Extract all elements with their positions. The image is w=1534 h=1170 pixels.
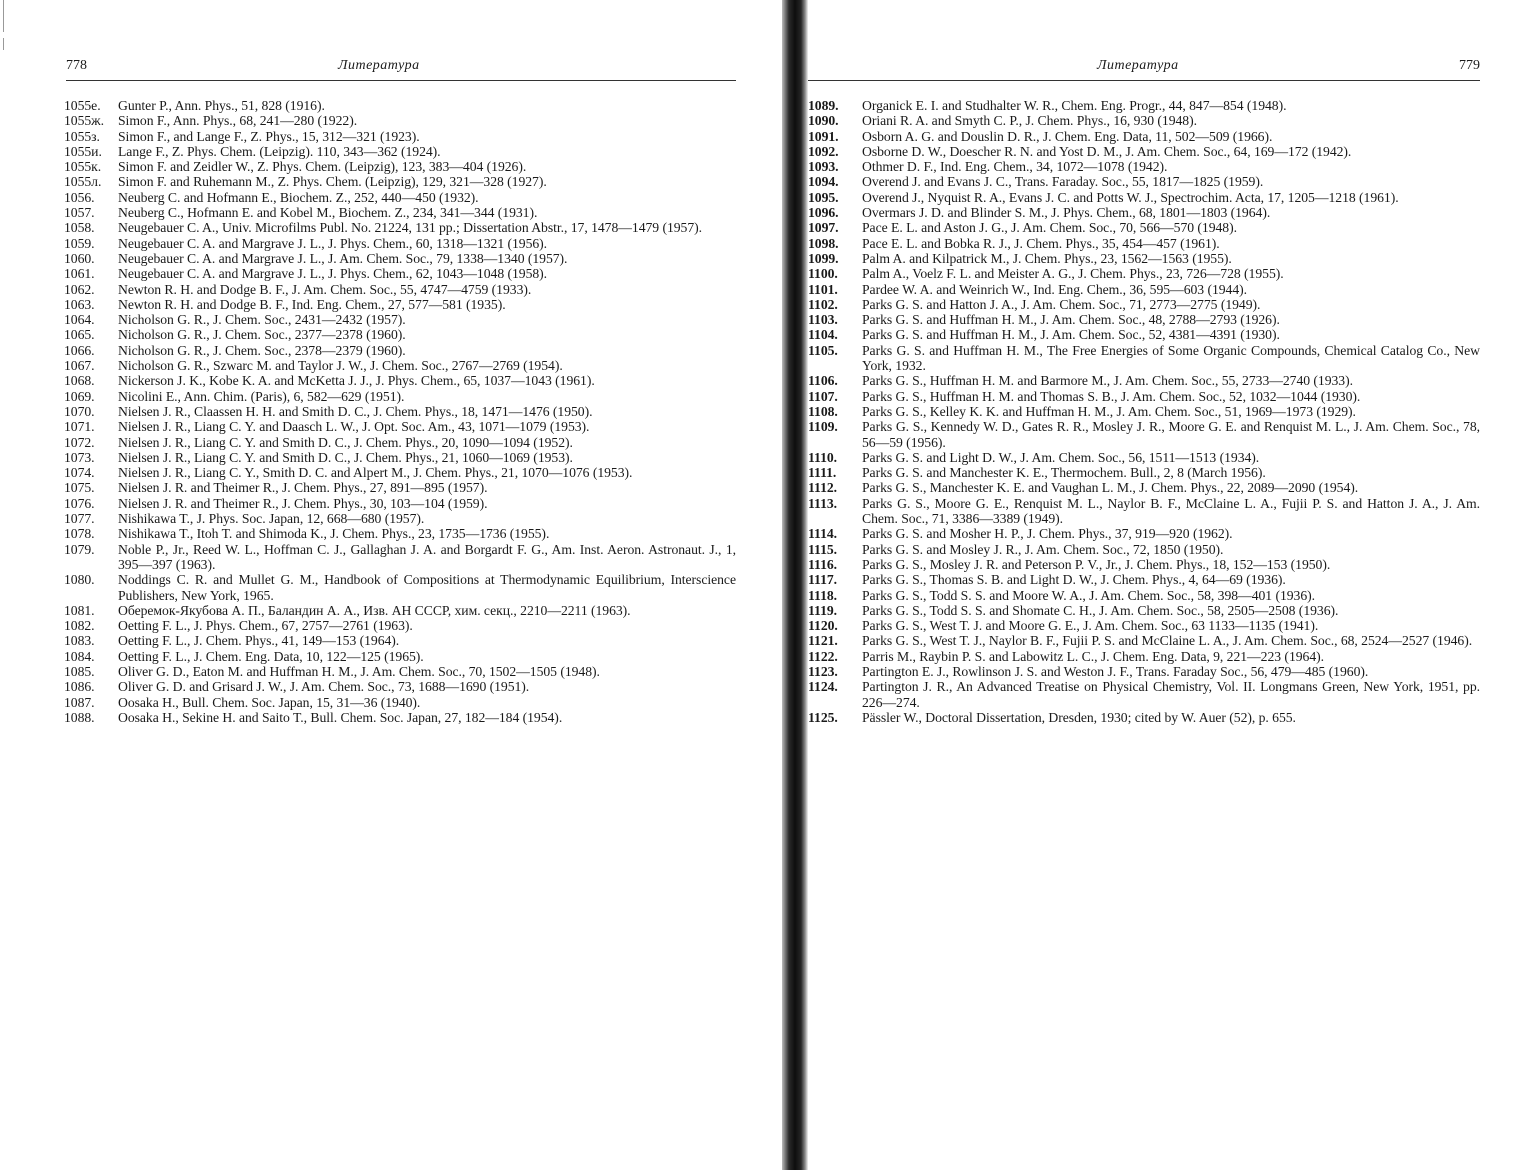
reference-text: Parks G. S., Kennedy W. D., Gates R. R., Mosley J. R., Moore G. E. and Renquist M. L., J. Am. Chem. Soc., 78, 56—59 (1956). (862, 419, 1480, 450)
reference-text: Parks G. S. and Huffman H. M., J. Am. Chem. Soc., 48, 2788—2793 (1926). (862, 312, 1280, 328)
reference-number: 1067. (64, 358, 95, 374)
right-page-title: Литература (1097, 58, 1179, 73)
reference-number: 1107. (808, 388, 838, 404)
reference-number: 1069. (64, 388, 95, 404)
reference-text: Osborn A. G. and Douslin D. R., J. Chem. Eng. Data, 11, 502—509 (1966). (862, 128, 1273, 144)
reference-entry (64, 129, 736, 144)
reference-number: 1070. (64, 403, 95, 419)
reference-entry (808, 327, 1480, 342)
reference-entry (64, 480, 736, 495)
reference-entry (64, 343, 736, 358)
reference-number: 1061. (64, 266, 95, 282)
right-page (800, 0, 1534, 1170)
reference-number: 1091. (808, 128, 839, 144)
reference-text: Parks G. S., West T. J. and Moore G. E., J. Am. Chem. Soc., 63 1133—1135 (1941). (862, 618, 1319, 634)
reference-number: 1096. (808, 205, 839, 221)
reference-entry (64, 327, 736, 342)
reference-number: 1055з. (64, 128, 100, 144)
reference-text: Оберемок-Якубова А. П., Баландин А. А., Изв. АН СССР, хим. секц., 2210—2211 (1963). (118, 602, 631, 618)
reference-text: Osborne D. W., Doescher R. N. and Yost D. M., J. Am. Chem. Soc., 64, 169—172 (1942). (862, 143, 1352, 159)
reference-number: 1074. (64, 465, 95, 481)
reference-entry (64, 603, 736, 618)
reference-entry (64, 98, 736, 113)
reference-entry (808, 588, 1480, 603)
reference-number: 1117. (808, 572, 838, 588)
reference-number: 1122. (808, 648, 838, 664)
reference-text: Neugebauer C. A., Univ. Microfilms Publ. No. 21224, 131 pp.; Dissertation Abstr., 17, 1478—1479 (1957). (118, 220, 703, 236)
reference-entry (64, 174, 736, 189)
reference-text: Parks G. S. and Mosher H. P., J. Chem. Phys., 37, 919—920 (1962). (862, 526, 1233, 542)
reference-text: Oosaka H., Bull. Chem. Soc. Japan, 15, 31—36 (1940). (118, 694, 421, 710)
reference-entry (808, 450, 1480, 465)
reference-text: Parks G. S., Moore G. E., Renquist M. L., Naylor B. F., McClaine L. A., Fujii P. S. and Hatton J. A., J. Am. Chem. Soc., 71, 3386—3389 (1949). (862, 495, 1480, 527)
reference-number: 1098. (808, 235, 839, 251)
reference-entry (808, 159, 1480, 174)
reference-number: 1124. (808, 679, 838, 695)
reference-entry (64, 526, 736, 541)
reference-number: 1062. (64, 281, 95, 297)
reference-text: Parks G. S., Kelley K. K. and Huffman H. M., J. Am. Chem. Soc., 51, 1969—1973 (1929). (862, 403, 1356, 419)
reference-entry (64, 297, 736, 312)
reference-entry (808, 618, 1480, 633)
reference-number: 1087. (64, 694, 95, 710)
reference-entry (808, 190, 1480, 205)
reference-number: 1060. (64, 250, 95, 266)
reference-entry (64, 710, 736, 725)
reference-entry (64, 511, 736, 526)
reference-number: 1072. (64, 434, 95, 450)
reference-text: Neugebauer C. A. and Margrave J. L., J. Am. Chem. Soc., 79, 1338—1340 (1957). (118, 250, 568, 266)
reference-text: Palm A., Voelz F. L. and Meister A. G., J. Chem. Phys., 23, 726—728 (1955). (862, 266, 1284, 282)
reference-number: 1106. (808, 373, 838, 389)
reference-entry (808, 144, 1480, 159)
reference-entry (64, 649, 736, 664)
left-page-number: 778 (66, 58, 87, 73)
reference-text: Partington J. R., An Advanced Treatise on Physical Chemistry, Vol. II. Longmans Green, New York, 1951, pp. 226—274. (862, 679, 1480, 710)
reference-entry (808, 343, 1480, 374)
reference-entry (808, 373, 1480, 388)
reference-number: 1066. (64, 342, 95, 358)
reference-entry (64, 633, 736, 648)
reference-text: Newton R. H. and Dodge B. F., J. Am. Chem. Soc., 55, 4747—4759 (1933). (118, 281, 532, 297)
reference-number: 1064. (64, 312, 95, 328)
reference-text: Parks G. S., Thomas S. B. and Light D. W., J. Chem. Phys., 4, 64—69 (1936). (862, 572, 1286, 588)
reference-number: 1097. (808, 220, 839, 236)
reference-number: 1058. (64, 220, 95, 236)
reference-text: Parks G. S. and Hatton J. A., J. Am. Chem. Soc., 71, 2773—2775 (1949). (862, 296, 1261, 312)
reference-number: 1119. (808, 602, 838, 618)
reference-number: 1101. (808, 281, 838, 297)
left-page-title: Литература (338, 58, 420, 73)
reference-number: 1056. (64, 189, 95, 205)
reference-text: Parks G. S., West T. J., Naylor B. F., Fujii P. S. and McClaine L. A., J. Am. Chem. Soc., 68, 2524—2527 (1946). (862, 633, 1473, 649)
reference-entry (64, 266, 736, 281)
reference-number: 1077. (64, 511, 95, 527)
reference-text: Neugebauer C. A. and Margrave J. L., J. Phys. Chem., 60, 1318—1321 (1956). (118, 235, 548, 251)
reference-entry (64, 695, 736, 710)
reference-entry (64, 435, 736, 450)
reference-entry (64, 618, 736, 633)
reference-text: Lange F., Z. Phys. Chem. (Leipzig). 110, 343—362 (1924). (118, 143, 441, 159)
reference-entry (64, 679, 736, 694)
reference-text: Organick E. I. and Studhalter W. R., Chem. Eng. Progr., 44, 847—854 (1948). (862, 98, 1287, 113)
reference-number: 1121. (808, 633, 838, 649)
reference-number: 1073. (64, 449, 95, 465)
reference-text: Nicholson G. R., J. Chem. Soc., 2431—2432 (1957). (118, 312, 406, 328)
reference-number: 1071. (64, 419, 95, 435)
reference-text: Oetting F. L., J. Phys. Chem., 67, 2757—2761 (1963). (118, 618, 413, 634)
reference-text: Nicholson G. R., J. Chem. Soc., 2378—2379 (1960). (118, 342, 406, 358)
reference-number: 1089. (808, 98, 839, 113)
reference-number: 1055ж. (64, 113, 104, 129)
reference-number: 1113. (808, 495, 838, 511)
reference-text: Palm A. and Kilpatrick M., J. Chem. Phys., 23, 1562—1563 (1955). (862, 250, 1232, 266)
reference-number: 1088. (64, 709, 95, 725)
reference-entry (808, 236, 1480, 251)
reference-text: Oliver G. D., Eaton M. and Huffman H. M., J. Am. Chem. Soc., 70, 1502—1505 (1948). (118, 663, 600, 679)
reference-number: 1078. (64, 526, 95, 542)
reference-text: Parks G. S. and Light D. W., J. Am. Chem. Soc., 56, 1511—1513 (1934). (862, 449, 1260, 465)
left-reference-list (64, 98, 736, 725)
reference-text: Oriani R. A. and Smyth C. P., J. Chem. Phys., 16, 930 (1948). (862, 113, 1197, 129)
reference-entry (64, 373, 736, 388)
reference-text: Nishikawa T., J. Phys. Soc. Japan, 12, 668—680 (1957). (118, 511, 425, 527)
reference-entry (808, 496, 1480, 527)
reference-entry (808, 205, 1480, 220)
reference-number: 1093. (808, 159, 839, 175)
reference-entry (808, 649, 1480, 664)
reference-text: Nielsen J. R. and Theimer R., J. Chem. Phys., 30, 103—104 (1959). (118, 495, 488, 511)
reference-text: Simon F. and Zeidler W., Z. Phys. Chem. (Leipzig), 123, 383—404 (1926). (118, 159, 527, 175)
reference-number: 1105. (808, 342, 838, 358)
reference-text: Neuberg C. and Hofmann E., Biochem. Z., 252, 440—450 (1932). (118, 189, 479, 205)
reference-text: Parks G. S. and Manchester K. E., Thermochem. Bull., 2, 8 (March 1956). (862, 465, 1266, 481)
reference-text: Noddings C. R. and Mullet G. M., Handbook of Compositions at Thermodynamic Equilibrium, Interscience Publishers, New York, 1965. (118, 572, 736, 603)
reference-entry (808, 710, 1480, 725)
reference-text: Newton R. H. and Dodge B. F., Ind. Eng. Chem., 27, 577—581 (1935). (118, 296, 506, 312)
reference-number: 1112. (808, 480, 838, 496)
reference-entry (64, 542, 736, 573)
reference-entry (808, 282, 1480, 297)
right-header-rule (808, 80, 1480, 81)
reference-entry (808, 679, 1480, 710)
reference-number: 1081. (64, 602, 95, 618)
reference-number: 1068. (64, 373, 95, 389)
reference-number: 1063. (64, 296, 95, 312)
reference-number: 1076. (64, 495, 95, 511)
reference-entry (64, 113, 736, 128)
reference-entry (64, 572, 736, 603)
reference-text: Simon F., Ann. Phys., 68, 241—280 (1922). (118, 113, 358, 129)
reference-text: Nishikawa T., Itoh T. and Shimoda K., J. Chem. Phys., 23, 1735—1736 (1955). (118, 526, 550, 542)
reference-entry (64, 496, 736, 511)
reference-number: 1109. (808, 419, 838, 435)
reference-text: Gunter P., Ann. Phys., 51, 828 (1916). (118, 98, 325, 113)
reference-entry (64, 419, 736, 434)
reference-number: 1065. (64, 327, 95, 343)
reference-text: Nicholson G. R., Szwarc M. and Taylor J. W., J. Chem. Soc., 2767—2769 (1954). (118, 358, 563, 374)
reference-entry (808, 404, 1480, 419)
left-page-header (66, 58, 736, 80)
reference-entry (64, 190, 736, 205)
reference-entry (808, 526, 1480, 541)
reference-text: Simon F. and Ruhemann M., Z. Phys. Chem. (Leipzig), 129, 321—328 (1927). (118, 174, 547, 190)
reference-text: Parks G. S. and Huffman H. M., J. Am. Chem. Soc., 52, 4381—4391 (1930). (862, 327, 1280, 343)
reference-entry (64, 404, 736, 419)
reference-entry (64, 664, 736, 679)
reference-text: Parks G. S., Huffman H. M. and Barmore M., J. Am. Chem. Soc., 55, 2733—2740 (1933). (862, 373, 1353, 389)
left-header-rule (66, 80, 736, 81)
reference-text: Simon F., and Lange F., Z. Phys., 15, 312—321 (1923). (118, 128, 420, 144)
reference-text: Parks G. S., Manchester K. E. and Vaughan L. M., J. Chem. Phys., 22, 2089—2090 (1954). (862, 480, 1359, 496)
reference-number: 1055е. (64, 98, 101, 113)
reference-number: 1120. (808, 618, 838, 634)
reference-entry (808, 174, 1480, 189)
reference-entry (808, 542, 1480, 557)
reference-entry (64, 144, 736, 159)
reference-number: 1055л. (64, 174, 102, 190)
reference-entry (808, 312, 1480, 327)
reference-text: Neugebauer C. A. and Margrave J. L., J. Phys. Chem., 62, 1043—1048 (1958). (118, 266, 548, 282)
reference-entry (808, 251, 1480, 266)
reference-text: Parks G. S., Todd S. S. and Shomate C. H., J. Am. Chem. Soc., 58, 2505—2508 (1936). (862, 602, 1339, 618)
reference-entry (808, 603, 1480, 618)
reference-text: Othmer D. F., Ind. Eng. Chem., 34, 1072—1078 (1942). (862, 159, 1168, 175)
reference-number: 1110. (808, 449, 838, 465)
reference-entry (64, 312, 736, 327)
reference-text: Oliver G. D. and Grisard J. W., J. Am. Chem. Soc., 73, 1688—1690 (1951). (118, 679, 530, 695)
reference-entry (808, 129, 1480, 144)
reference-number: 1123. (808, 663, 838, 679)
reference-text: Pässler W., Doctoral Dissertation, Dresden, 1930; cited by W. Auer (52), p. 655. (862, 709, 1296, 725)
reference-number: 1075. (64, 480, 95, 496)
reference-entry (64, 389, 736, 404)
reference-text: Oetting F. L., J. Chem. Eng. Data, 10, 122—125 (1965). (118, 648, 424, 664)
reference-text: Parks G. S., Mosley J. R. and Peterson P. V., Jr., J. Chem. Phys., 18, 152—153 (1950). (862, 556, 1331, 572)
reference-entry (808, 572, 1480, 587)
reference-entry (808, 557, 1480, 572)
reference-number: 1104. (808, 327, 838, 343)
reference-entry (808, 664, 1480, 679)
reference-text: Nicholson G. R., J. Chem. Soc., 2377—2378 (1960). (118, 327, 406, 343)
reference-number: 1085. (64, 663, 95, 679)
reference-number: 1083. (64, 633, 95, 649)
reference-text: Overmars J. D. and Blinder S. M., J. Phys. Chem., 68, 1801—1803 (1964). (862, 205, 1271, 221)
reference-number: 1079. (64, 541, 95, 557)
reference-text: Parris M., Raybin P. S. and Labowitz L. C., J. Chem. Eng. Data, 9, 221—223 (1964). (862, 648, 1324, 664)
reference-number: 1118. (808, 587, 838, 603)
reference-number: 1114. (808, 526, 838, 542)
reference-text: Parks G. S. and Mosley J. R., J. Am. Chem. Soc., 72, 1850 (1950). (862, 541, 1224, 557)
right-page-header (812, 58, 1480, 80)
reference-text: Nielsen J. R. and Theimer R., J. Chem. Phys., 27, 891—895 (1957). (118, 480, 488, 496)
reference-number: 1057. (64, 205, 95, 221)
reference-entry (64, 465, 736, 480)
reference-number: 1094. (808, 174, 839, 190)
reference-entry (64, 282, 736, 297)
reference-text: Pardee W. A. and Weinrich W., Ind. Eng. Chem., 36, 595—603 (1944). (862, 281, 1248, 297)
reference-text: Overend J. and Evans J. C., Trans. Faraday. Soc., 55, 1817—1825 (1959). (862, 174, 1264, 190)
reference-entry (808, 220, 1480, 235)
reference-entry (808, 480, 1480, 495)
right-reference-list (808, 98, 1480, 725)
reference-text: Nielsen J. R., Liang C. Y. and Smith D. C., J. Chem. Phys., 20, 1090—1094 (1952). (118, 434, 573, 450)
reference-text: Noble P., Jr., Reed W. L., Hoffman C. J., Gallaghan J. A. and Borgardt F. G., Am. Inst. Aeron. Astronaut. J., 1, 395—397 (1963). (118, 541, 736, 572)
reference-text: Pace E. L. and Aston J. G., J. Am. Chem. Soc., 70, 566—570 (1948). (862, 220, 1237, 236)
reference-entry (64, 205, 736, 220)
reference-text: Parks G. S. and Huffman H. M., The Free Energies of Some Organic Compounds, Chemical Catalog Co., New York, 1932. (862, 342, 1480, 374)
reference-entry (64, 358, 736, 373)
reference-text: Nickerson J. K., Kobe K. A. and McKetta J. J., J. Phys. Chem., 65, 1037—1043 (1961). (118, 373, 595, 389)
reference-entry (808, 465, 1480, 480)
reference-entry (808, 113, 1480, 128)
reference-entry (64, 220, 736, 235)
reference-number: 1102. (808, 296, 838, 312)
reference-number: 1100. (808, 266, 838, 282)
reference-entry (808, 419, 1480, 450)
reference-text: Nicolini E., Ann. Chim. (Paris), 6, 582—629 (1951). (118, 388, 405, 404)
reference-entry (808, 297, 1480, 312)
reference-number: 1115. (808, 541, 838, 557)
reference-number: 1086. (64, 679, 95, 695)
reference-number: 1125. (808, 709, 838, 725)
reference-text: Overend J., Nyquist R. A., Evans J. C. and Potts W. J., Spectrochim. Acta, 17, 1205—1218 (1961). (862, 189, 1399, 205)
reference-number: 1090. (808, 113, 839, 129)
reference-entry (808, 266, 1480, 281)
reference-text: Oosaka H., Sekine H. and Saito T., Bull. Chem. Soc. Japan, 27, 182—184 (1954). (118, 709, 563, 725)
reference-number: 1099. (808, 250, 839, 266)
reference-number: 1095. (808, 189, 839, 205)
reference-text: Nielsen J. R., Claassen H. H. and Smith D. C., J. Chem. Phys., 18, 1471—1476 (1950). (118, 403, 593, 419)
reference-text: Nielsen J. R., Liang C. Y. and Smith D. C., J. Chem. Phys., 21, 1060—1069 (1953). (118, 449, 573, 465)
reference-text: Parks G. S., Huffman H. M. and Thomas S. B., J. Am. Chem. Soc., 52, 1032—1044 (1930). (862, 388, 1361, 404)
reference-number: 1103. (808, 312, 838, 328)
reference-number: 1055к. (64, 159, 102, 175)
reference-text: Partington E. J., Rowlinson J. S. and Weston J. F., Trans. Faraday Soc., 56, 479—485 (1960). (862, 663, 1369, 679)
right-page-number: 779 (1459, 58, 1480, 73)
reference-number: 1108. (808, 403, 838, 419)
scan-edge-mark (3, 38, 4, 50)
reference-number: 1082. (64, 618, 95, 634)
reference-entry (64, 251, 736, 266)
reference-text: Pace E. L. and Bobka R. J., J. Chem. Phys., 35, 454—457 (1961). (862, 235, 1220, 251)
reference-number: 1111. (808, 465, 837, 481)
reference-number: 1116. (808, 556, 838, 572)
reference-entry (64, 236, 736, 251)
scan-edge-mark (3, 0, 4, 32)
reference-number: 1055и. (64, 143, 102, 159)
reference-entry (808, 98, 1480, 113)
reference-entry (64, 450, 736, 465)
reference-number: 1080. (64, 572, 95, 588)
reference-text: Neuberg C., Hofmann E. and Kobel M., Biochem. Z., 234, 341—344 (1931). (118, 205, 538, 221)
reference-text: Oetting F. L., J. Chem. Phys., 41, 149—153 (1964). (118, 633, 400, 649)
reference-text: Nielsen J. R., Liang C. Y., Smith D. C. and Alpert M., J. Chem. Phys., 21, 1070—1076 (1953). (118, 465, 633, 481)
reference-number: 1092. (808, 143, 839, 159)
reference-text: Nielsen J. R., Liang C. Y. and Daasch L. W., J. Opt. Soc. Am., 43, 1071—1079 (1953). (118, 419, 590, 435)
reference-entry (64, 159, 736, 174)
reference-entry (808, 633, 1480, 648)
reference-number: 1084. (64, 648, 95, 664)
reference-text: Parks G. S., Todd S. S. and Moore W. A., J. Am. Chem. Soc., 58, 398—401 (1936). (862, 587, 1316, 603)
reference-number: 1059. (64, 235, 95, 251)
reference-entry (808, 389, 1480, 404)
